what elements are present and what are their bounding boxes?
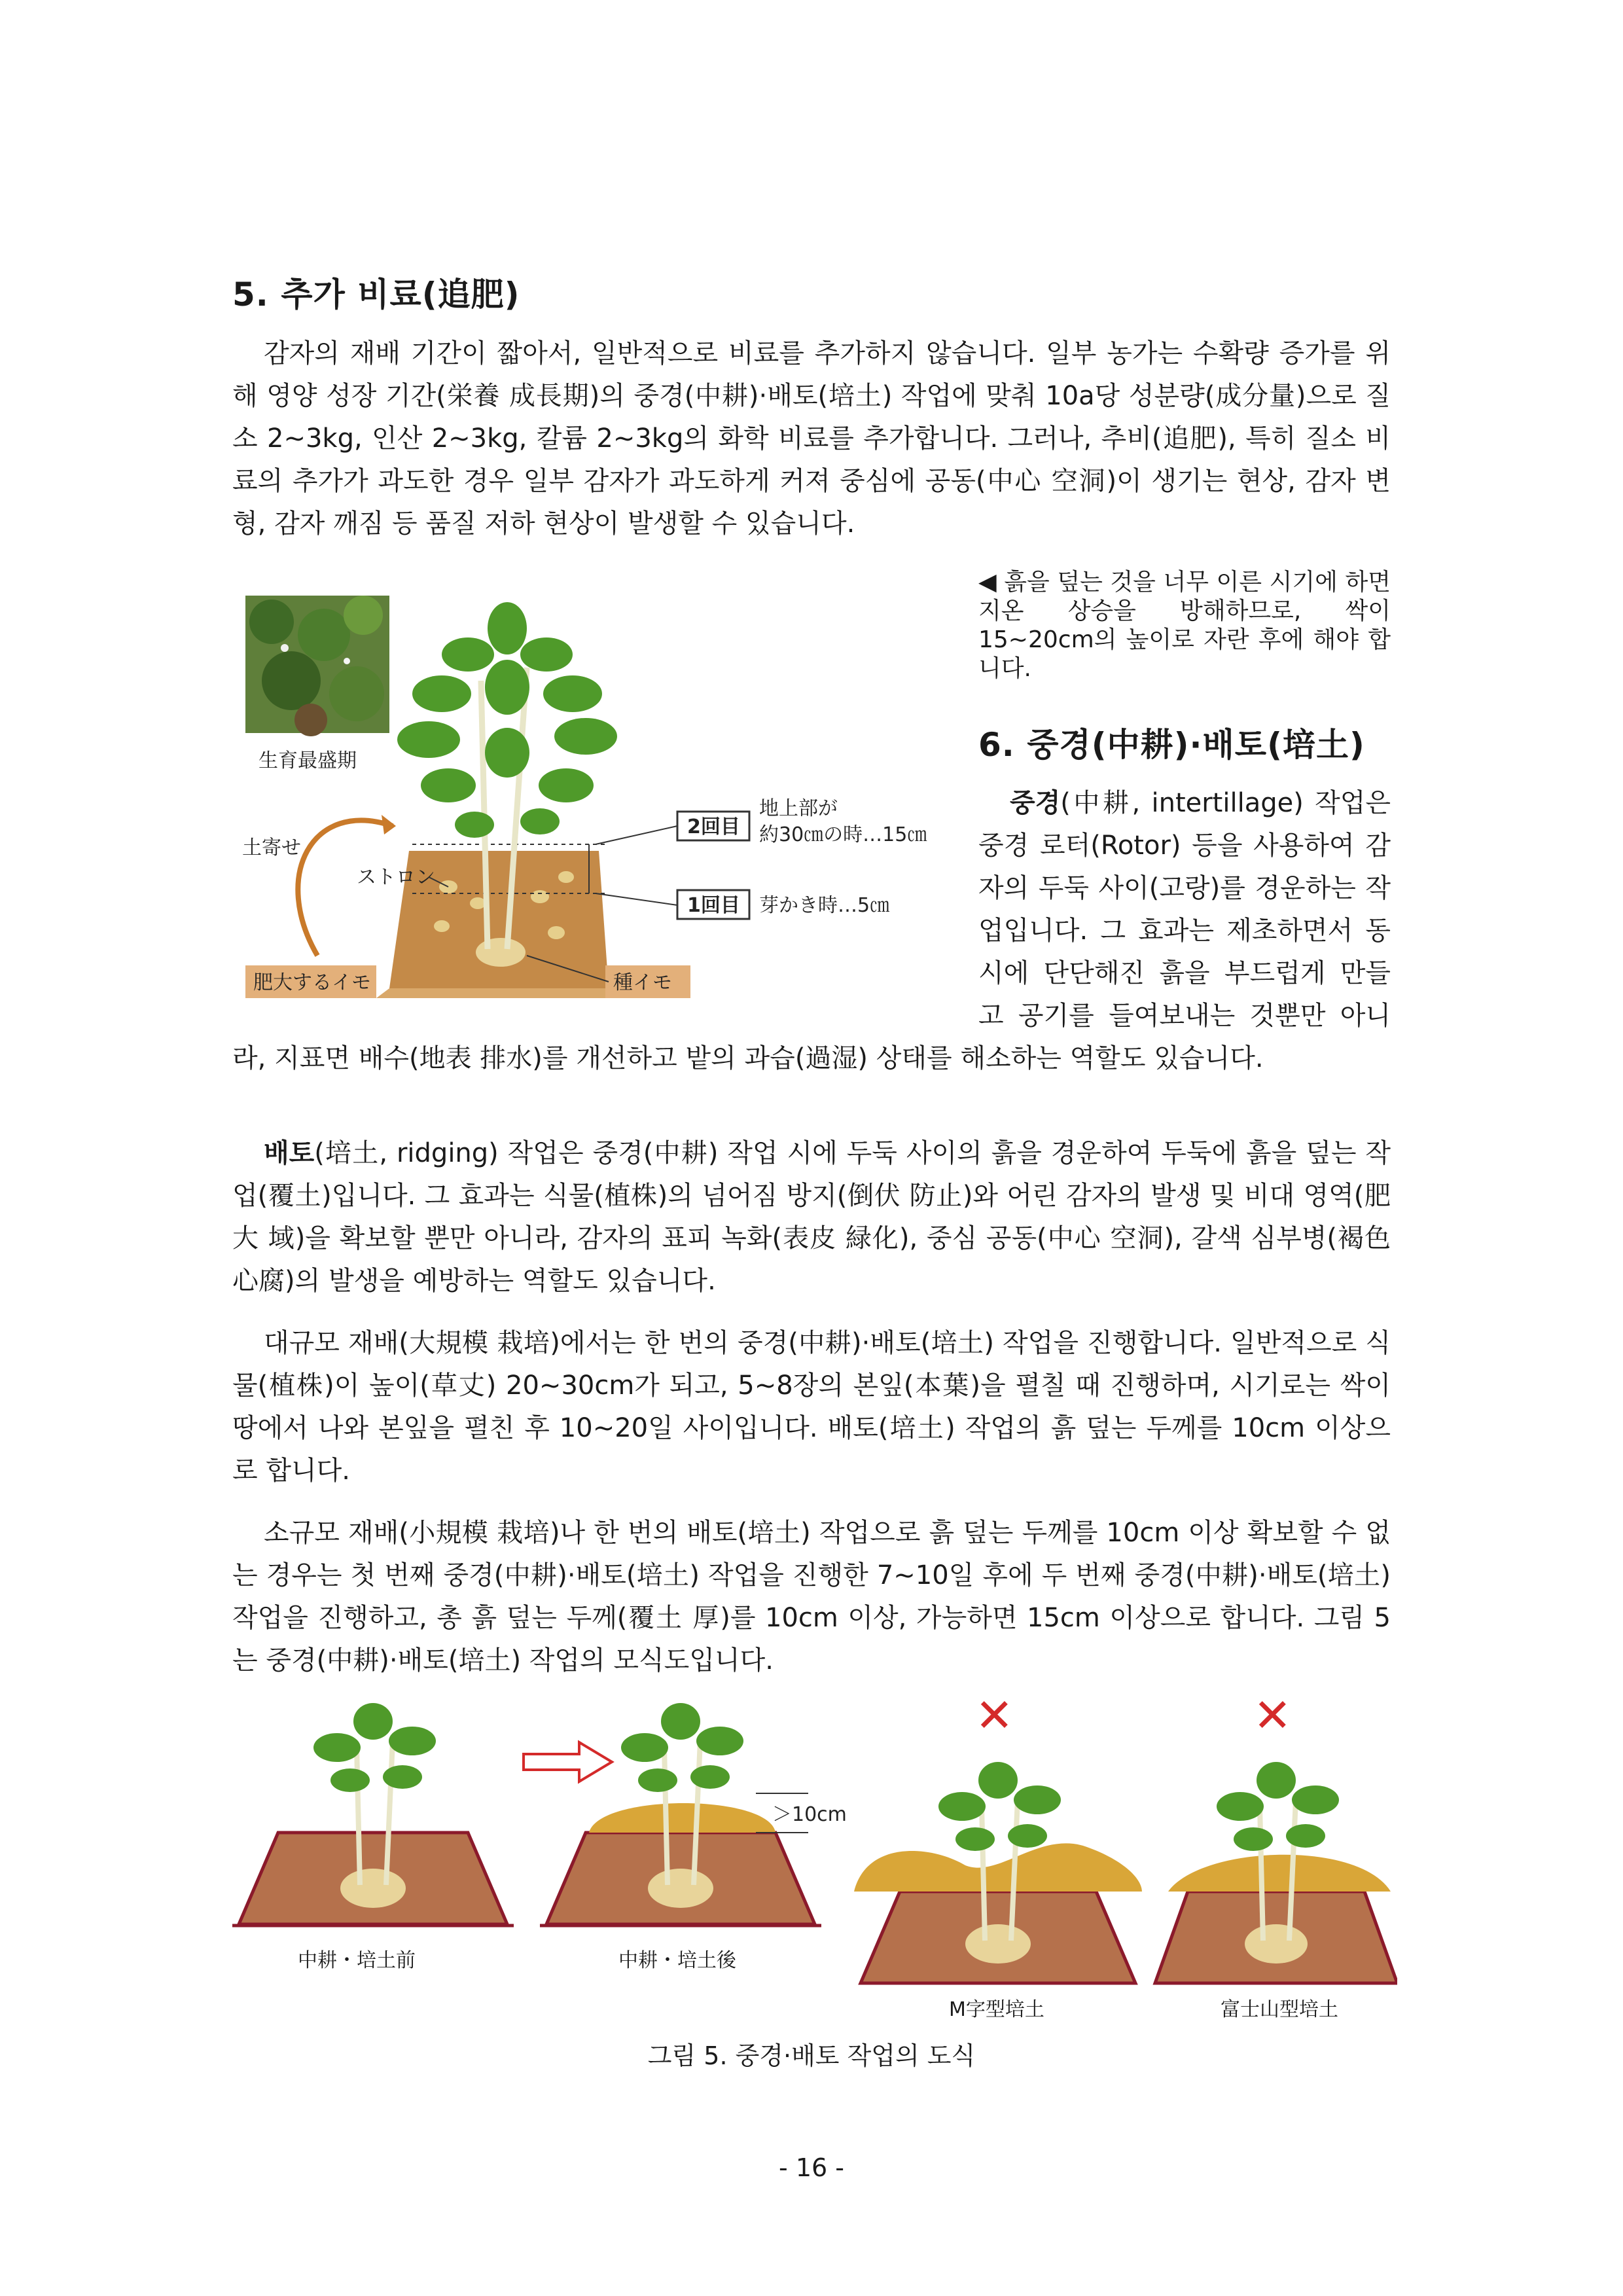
section-5-body bbox=[232, 332, 1391, 545]
hilling-label: 土寄せ bbox=[242, 836, 301, 859]
section-5-paragraph: 감자의 재배 기간이 짧아서, 일반적으로 비료를 추가하지 않습니다. 일부 농가는 수확량 증가를 위해 영양 성장 기간(栄養 成長期)의 중경(中耕)·배토(培土) 작업에 맞춰 10a당 성분량(成分量)으로 질소 2~3kg, 인산 2~3kg, 칼륨 2~3kg의 화학 비료를 추가합니다. 그러나, 추비(追肥), 특히 질소 비료의 추가가 과도한 경우 일부 감자가 과도하게 커져 중심에 공동(中心 空洞)이 생기는 현상, 감자 변형, 감자 깨짐 등 품질 저하 현상이 발생할 수 있습니다. bbox=[232, 338, 1391, 539]
small-scale-paragraph: 소규모 재배(小規模 栽培)나 한 번의 배토(培土) 작업으로 흙 덮는 두께를 10cm 이상 확보할 수 없는 경우는 첫 번째 중경(中耕)·배토(培土) 작업을 진행한 7~10일 후에 두 번째 중경(中耕)·배토(培土) 작업을 진행하고, 총 흙 덮는 두께(覆土 厚)를 10cm 이상, 가능하면 15cm 이상으로 합니다. 그림 5는 중경(中耕)·배토(培土) 작업의 모식도입니다. bbox=[232, 1518, 1391, 1676]
round2-desc-1: 地上部が bbox=[759, 797, 838, 820]
section-6-intertillage bbox=[232, 782, 1391, 1080]
tuber-label: 肥大するイモ bbox=[253, 971, 371, 994]
ridging-text: (培土, ridging) 작업은 중경(中耕) 작업 시에 두둑 사이의 흙을 경운하여 두둑에 흙을 덮는 작업(覆土)입니다. 그 효과는 식물(植株)의 넘어짐 방지(倒伏 防止)와 어린 감자의 발생 및 비대 영역(肥大 域)을 확보할 뿐만 아니라, 감자의 표피 녹화(表皮 緑化), 중심 공동(中心 空洞), 갈색 심부병(褐色心腐)의 발생을 예방하는 역할도 있습니다. bbox=[232, 1138, 1391, 1296]
label-before: 中耕・培土前 bbox=[298, 1949, 416, 1972]
panel-fuji-shape bbox=[1155, 1695, 1397, 1983]
thickness-label: ＞10cm bbox=[772, 1803, 847, 1826]
page-number: - 16 - bbox=[779, 2153, 844, 2182]
panel-before bbox=[232, 1703, 514, 1926]
ridging-term: 배토 bbox=[264, 1138, 315, 1168]
side-note: ◀ 흙을 덮는 것을 너무 이른 시기에 하면 지온 상승을 방해하므로, 싹이 15~20cm의 높이로 자란 후에 해야 합니다. bbox=[978, 569, 1391, 682]
panel-after bbox=[540, 1703, 847, 1926]
seed-label: 種イモ bbox=[613, 971, 672, 994]
fuji-wrong-mark: ✕ bbox=[1253, 1695, 1292, 1742]
stolon-label: ストロン bbox=[357, 866, 435, 889]
label-m: M字型培土 bbox=[949, 1998, 1044, 2021]
section-6-heading: 6. 중경(中耕)·배토(培土) bbox=[978, 726, 1365, 764]
section-6-rest bbox=[232, 1132, 1391, 1682]
intertillage-term: 중경 bbox=[1010, 788, 1061, 818]
section-5-heading: 5. 추가 비료(追肥) bbox=[232, 276, 520, 314]
round2-badge: 2回目 bbox=[687, 816, 740, 838]
ridging-paragraph bbox=[232, 1132, 1391, 1302]
panel-m-shape bbox=[854, 1695, 1142, 1983]
round1-badge: 1回目 bbox=[687, 894, 740, 917]
transition-arrow bbox=[524, 1742, 612, 1782]
label-after: 中耕・培土後 bbox=[618, 1949, 736, 1972]
photo-label: 生育最盛期 bbox=[259, 749, 357, 772]
figure-float-spacer bbox=[232, 782, 978, 1037]
large-scale-paragraph: 대규모 재배(大規模 栽培)에서는 한 번의 중경(中耕)·배토(培土) 작업을 진행합니다. 일반적으로 식물(植株)이 높이(草丈) 20~30cm가 되고, 5~8장의 본잎(本葉)을 펼칠 때 진행하며, 시기로는 싹이 땅에서 나와 본잎을 펼친 후 10~20일 사이입니다. 배토(培土) 작업의 흙 덮는 두께를 10cm 이상으로 합니다. bbox=[232, 1328, 1391, 1486]
round1-desc: 芽かき時…5㎝ bbox=[759, 894, 890, 917]
figure-5-caption: 그림 5. 중경·배토 작업의 도식 bbox=[647, 2041, 976, 2070]
intertillage-text: (中耕, intertillage) 작업은 중경 로터(Rotor) 등을 사용하여 감자의 두둑 사이(고랑)를 경운하는 작업입니다. 그 효과는 제초하면서 동시에 단단해진 흙을 부드럽게 만들고 공기를 들여보내는 것뿐만 아니라, 지표면 배수(地表 排水)를 개선하고 밭의 과습(過湿) 상태를 해소하는 역할도 있습니다. bbox=[232, 788, 1391, 1073]
label-fuji: 富士山型培土 bbox=[1221, 1998, 1338, 2021]
ridging-diagram bbox=[232, 1695, 1397, 2021]
round2-desc-2: 約30㎝の時…15㎝ bbox=[759, 823, 927, 846]
m-wrong-mark: ✕ bbox=[975, 1695, 1014, 1742]
